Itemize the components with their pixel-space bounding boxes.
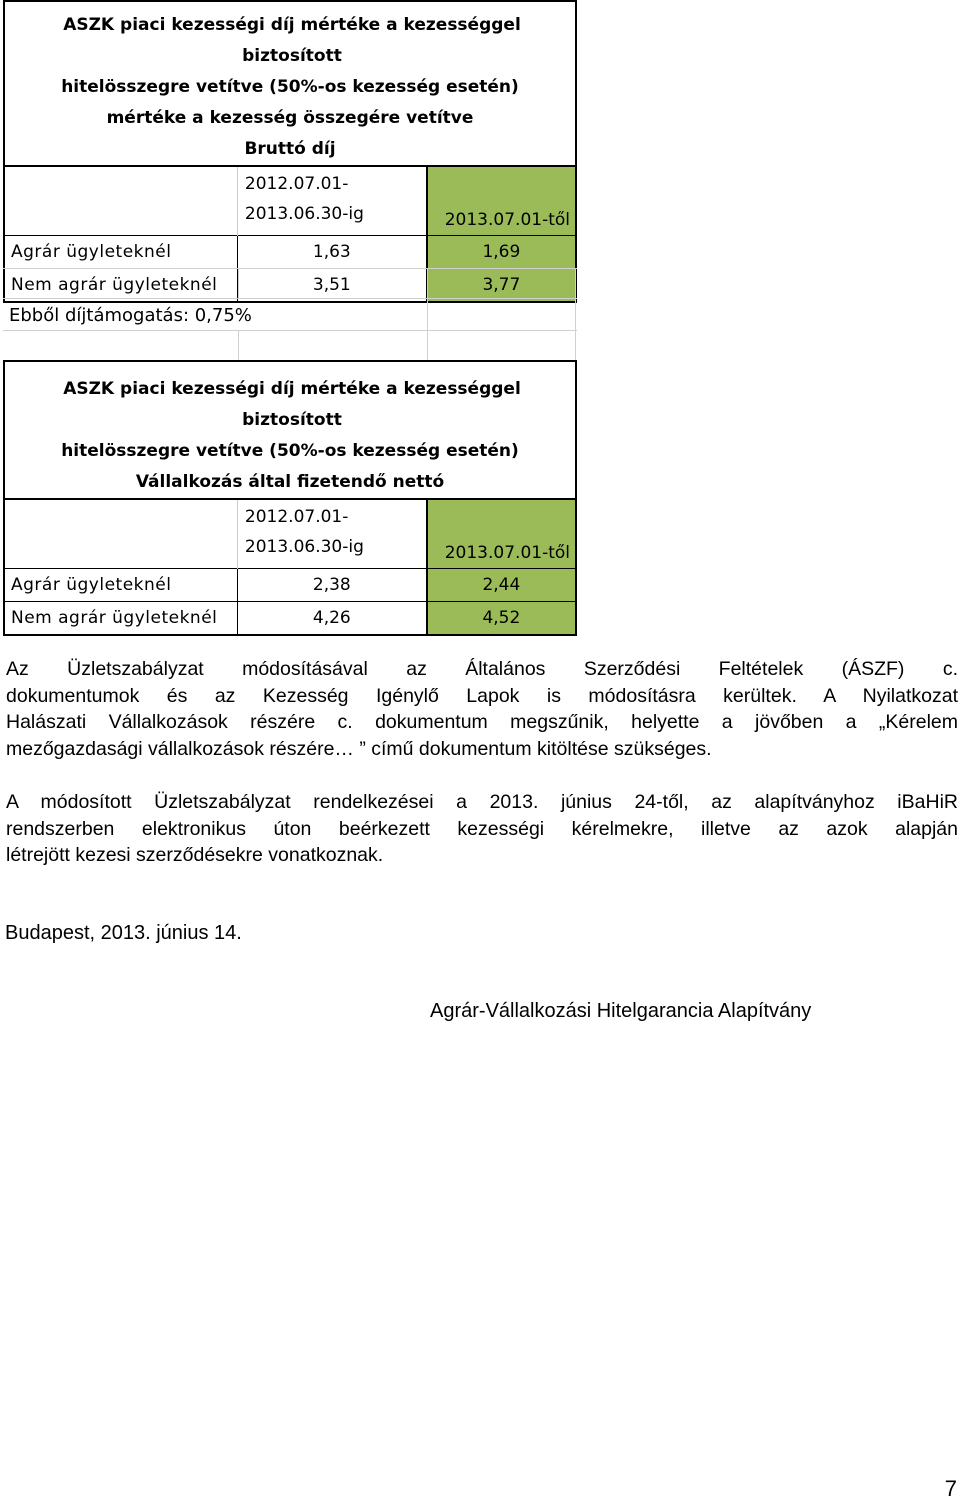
period1-header [237,499,426,569]
paragraph-line: létrejött kezesi szerződésekre vonatkoznak. [6,844,384,867]
row-label: Agrár ügyleteknél [4,569,237,602]
period1-end: 2013.06.30-ig [244,537,364,557]
period1-value: 3,51 [237,269,426,303]
period1-value: 1,63 [237,236,426,269]
period1-start: 2012.07.01- [244,174,349,194]
table-header-line: ASZK piaci kezességi díj mértéke a kezességgel biztosított [4,361,576,436]
amendment-paragraph [6,656,958,762]
row-label: Agrár ügyleteknél [4,236,237,269]
net-fee-table [3,360,577,636]
table-header-line: hitelösszegre vetítve (50%-os kezesség esetén) [4,436,576,467]
period2-value: 2,44 [427,569,576,602]
paragraph-line: mezőgazdasági vállalkozások részére… ” című dokumentum kitöltése szükséges. [6,737,712,760]
page-number: 7 [944,1476,957,1501]
period1-value: 2,38 [237,569,426,602]
signature-organization: Agrár-Vállalkozási Hitelgarancia Alapítvány [430,1000,812,1022]
paragraph-line: Az Üzletszabályzat módosításával az Általános Szerződési Feltételek (ÁSZF) c. [6,658,958,680]
table-header-subtitle: Vállalkozás által fizetendő nettó [4,467,576,499]
period2-value: 1,69 [427,236,576,269]
subsidy-text: Ebből díjtámogatás: 0,75% [9,305,252,326]
row-label: Nem agrár ügyleteknél [4,269,237,303]
paragraph-line: dokumentumok és az Kezesség Igénylő Lapok is módosításra kerültek. A Nyilatkozat [6,684,958,707]
paragraph-line: A módosított Üzletszabályzat rendelkezései a 2013. június 24-től, az alapítványhoz iBaHiR [6,791,958,813]
table-header-line: mértéke a kezesség összegére vetítve [4,103,576,134]
period2-value: 3,77 [427,269,576,303]
row-label: Nem agrár ügyleteknél [4,602,237,636]
empty-cell [4,166,237,236]
period2-header: 2013.07.01-től [427,499,576,569]
period2-value: 4,52 [427,602,576,636]
gross-fee-table [3,0,577,303]
effective-date-paragraph [6,789,958,869]
period2-header: 2013.07.01-től [427,166,576,236]
paragraph-line: Halászati Vállalkozások részére c. dokumentum megszűnik, helyette a jövőben a „Kérelem [6,711,958,734]
place-date: Budapest, 2013. június 14. [5,922,242,944]
table-header-line: hitelösszegre vetítve (50%-os kezesség esetén) [4,72,576,103]
empty-cell [4,499,237,569]
paragraph-line: rendszerben elektronikus úton beérkezett kezességi kérelmekre, illetve az azok alapján [6,817,958,840]
period1-end: 2013.06.30-ig [244,204,364,224]
period1-value: 4,26 [237,602,426,636]
period1-start: 2012.07.01- [244,507,349,527]
table-header-line: ASZK piaci kezességi díj mértéke a kezességgel biztosított [4,1,576,72]
period1-header [237,166,426,236]
table-header-subtitle: Bruttó díj [4,134,576,166]
